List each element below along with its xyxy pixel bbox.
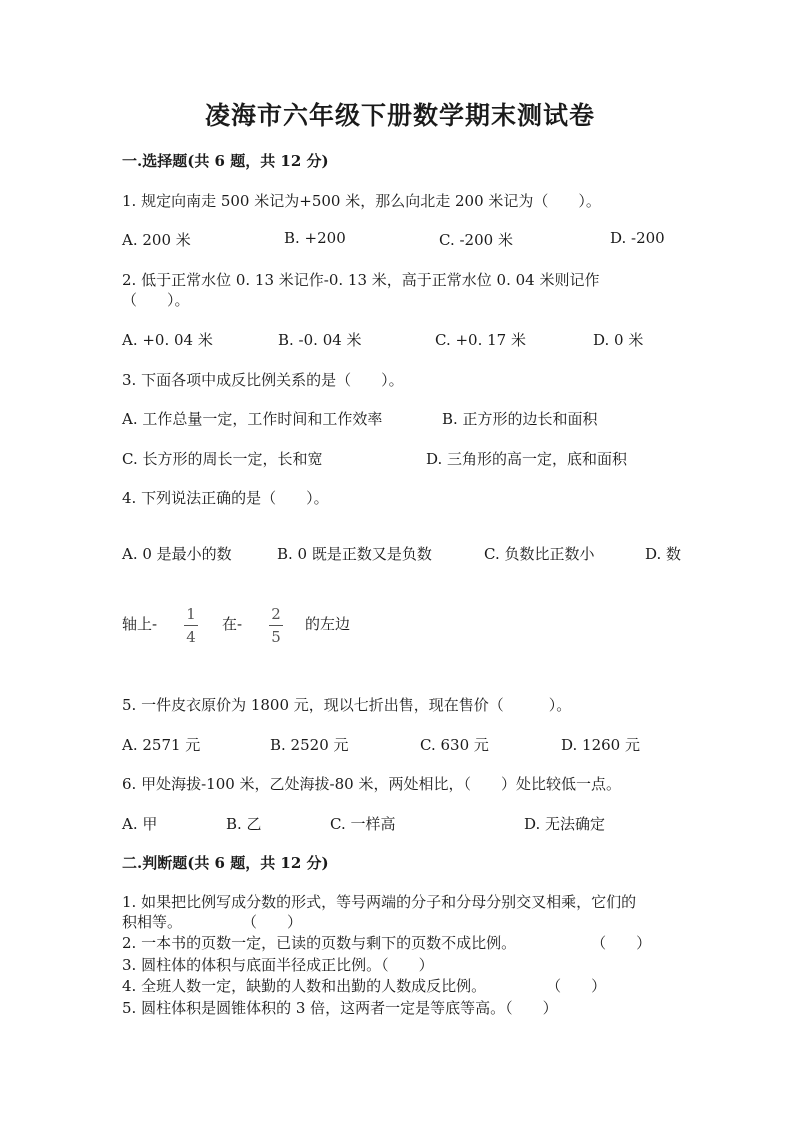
section-heading-true-false: 二.判断题(共 6 题，共 12 分) (122, 854, 329, 872)
q3-option-d: D. 三角形的高一定，底和面积 (426, 450, 628, 468)
q5-option-a: A. 2571 元 (122, 736, 201, 754)
question-1-stem: 1. 规定向南走 500 米记为+500 米，那么向北走 200 米记为（ ）。 (122, 192, 601, 210)
q6-option-c: C. 一样高 (330, 815, 396, 833)
q4-option-c: C. 负数比正数小 (484, 545, 595, 563)
question-5-stem: 5. 一件皮衣原价为 1800 元，现以七折出售，现在售价（ ）。 (122, 696, 572, 714)
tf-item-5: 5. 圆柱体积是圆锥体积的 3 倍，这两者一定是等底等高。（ ） (122, 999, 558, 1017)
tf-item-3: 3. 圆柱体的体积与底面半径成正比例。（ ） (122, 956, 434, 974)
fraction-one-quarter (184, 605, 198, 646)
tf-item-4: 4. 全班人数一定，缺勤的人数和出勤的人数成反比例。 （ ） (122, 977, 607, 995)
q4-option-a: A. 0 是最小的数 (122, 545, 232, 563)
q6-option-d: D. 无法确定 (524, 815, 606, 833)
q2-option-b: B. -0. 04 米 (278, 331, 362, 349)
q1-option-c: C. -200 米 (439, 231, 513, 249)
question-4-stem: 4. 下列说法正确的是（ ）。 (122, 489, 329, 507)
fraction-bar (184, 625, 198, 626)
q3-option-b: B. 正方形的边长和面积 (442, 410, 598, 428)
q2-option-d: D. 0 米 (593, 331, 644, 349)
question-6-stem: 6. 甲处海拔-100 米，乙处海拔-80 米，两处相比，（ ）处比较低一点。 (122, 775, 621, 793)
q5-option-b: B. 2520 元 (270, 736, 349, 754)
page-title: 凌海市六年级下册数学期末测试卷 (204, 101, 595, 130)
q4-option-d-continued-c: 的左边 (305, 615, 351, 633)
q3-option-a: A. 工作总量一定，工作时间和工作效率 (122, 410, 383, 428)
q4-option-d: D. 数 (645, 545, 682, 563)
q6-option-a: A. 甲 (122, 815, 158, 833)
question-2-stem-line2: （ ）。 (122, 291, 190, 309)
q4-option-b: B. 0 既是正数又是负数 (277, 545, 432, 563)
q2-option-a: A. +0. 04 米 (122, 331, 213, 349)
fraction-two-fifths (269, 605, 283, 646)
q5-option-d: D. 1260 元 (561, 736, 640, 754)
q1-option-a: A. 200 米 (122, 231, 191, 249)
tf-item-1-line2: 积相等。 （ ） (122, 913, 303, 931)
question-3-stem: 3. 下面各项中成反比例关系的是（ ）。 (122, 371, 404, 389)
tf-item-1-line1: 1. 如果把比例写成分数的形式，等号两端的分子和分母分别交叉相乘，它们的 (122, 893, 637, 911)
fraction-numerator: 2 (271, 605, 281, 623)
fraction-denominator: 5 (271, 628, 281, 646)
section-heading-choice: 一.选择题(共 6 题，共 12 分) (122, 152, 329, 170)
q1-option-d: D. -200 (610, 229, 665, 247)
question-2-stem-line1: 2. 低于正常水位 0. 13 米记作-0. 13 米，高于正常水位 0. 04 米则记作 (122, 271, 600, 289)
q4-option-d-continued-b: 在- (222, 615, 243, 633)
fraction-denominator: 4 (186, 628, 196, 646)
tf-item-2: 2. 一本书的页数一定，已读的页数与剩下的页数不成比例。 （ ） (122, 934, 652, 952)
fraction-numerator: 1 (186, 605, 196, 623)
q4-option-d-continued-a: 轴上- (122, 615, 158, 633)
fraction-bar (269, 625, 283, 626)
q5-option-c: C. 630 元 (420, 736, 489, 754)
q3-option-c: C. 长方形的周长一定，长和宽 (122, 450, 323, 468)
q6-option-b: B. 乙 (226, 815, 262, 833)
q1-option-b: B. +200 (284, 229, 346, 247)
q2-option-c: C. +0. 17 米 (435, 331, 526, 349)
